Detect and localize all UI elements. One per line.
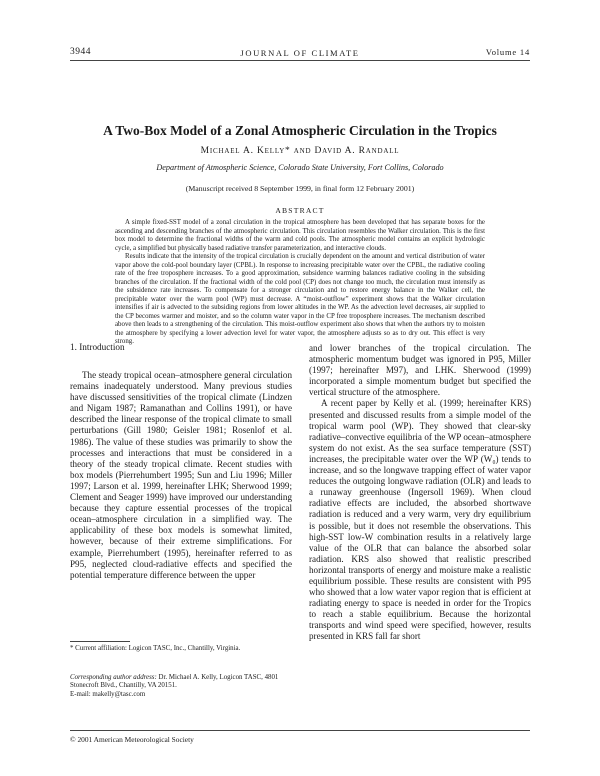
header-rule [70, 60, 530, 61]
affiliation: Department of Atmospheric Science, Colorado State University, Fort Collins, Colorado [156, 163, 444, 172]
abstract [115, 219, 485, 347]
abstract-heading: ABSTRACT [275, 206, 325, 215]
footer-rule [70, 730, 530, 731]
journal-name: JOURNAL OF CLIMATE [240, 48, 360, 58]
copyright: © 2001 American Meteorological Society [70, 735, 194, 744]
footnote-affiliation: * Current affiliation: Logicon TASC, Inc., Chantilly, Virginia. [70, 645, 241, 652]
authors: Michael A. Kelly* and David A. Randall [200, 146, 400, 156]
abstract-paragraph: Results indicate that the intensity of the tropical circulation is crucially dependent on the amount and vertical distribution of water vapor above the cold-pool boundary layer (CPBL). In response to increasing precipitable water over the CPBL, the radiative cooling rate of the free troposphere increases. To a good approximation, subsidence warming balances radiative cooling in the subsiding branches of the circulation. If the fractional width of the cold pool (CP) does not change too much, the circulation must intensify as the subsidence rate increases. To compensate for a stronger circulation and to restore energy balance in the Walker cell, the precipitable water over the warm pool (WP) must decrease. A “moist-outflow” experiment shows that the Walker circulation intensifies if air is advected to the subsiding regions from lower altitudes in the WP. As the advection level decreases, air supplied to the CP becomes warmer and moister, and so the column water vapor in the CP free troposphere increases. The mechanism described above then leads to a strengthening of the circulation. This moist-outflow experiment also shows that when the authors try to moisten the atmosphere by specifying a lower advection level for water vapor, the atmosphere adjusts so as to dry out. This effect is very strong. [115, 253, 485, 345]
left-column [70, 370, 292, 581]
body-paragraph: A recent paper by Kelly et al. (1999; hereinafter KRS) presented and discussed results from a simple model of the tropical warm pool (WP). They showed that clear-sky radiative–convective equilibria of the WP ocean–atmosphere system do not exist. As the sea surface temperature (SST) increases, the precipitable water over the WP (W₀) tends to increase, and so the longwave trapping effect of water vapor reduces the outgoing longwave radiation (OLR) and leads to a runaway greenhouse (Ingersoll 1969). When cloud radiative effects are included, the absorbed shortwave radiation is reduced and a very warm, very dry equilibrium is possible, but it does not resemble the observations. This high-SST low-W combination results in a relatively large value of the OLR that can balance the absorbed solar radiation. KRS also showed that realistic prescribed horizontal transports of energy and moisture make a realistic equilibrium possible. These results are consistent with P95 who showed that a low water vapor region that is efficient at radiating energy to space is needed in order for the Tropics to reach a stable equilibrium. Because the horizontal transports and wind speed were specified, however, results presented in KRS fall far short [309, 398, 531, 642]
volume-label: Volume 14 [485, 47, 530, 57]
body-paragraph: The steady tropical ocean–atmosphere general circulation remains inadequately understood. Many previous studies have discussed sensitivities of the tropical climate (Lindzen and Nigam 1987; Ramanathan and Collins 1991), or have described the linear response of the tropical climate to small perturbations (Gill 1980; Geisler 1981; Rosenlof et al. 1986). The value of these studies was primarily to show the processes and interactions that must be considered in a theory of the steady tropical climate. Recent studies with box models (Pierrehumbert 1995; Sun and Liu 1996; Miller 1997; Larson et al. 1999, hereinafter LHK; Sherwood 1999; Clement and Seager 1999) have improved our understanding because they capture essential processes of the tropical ocean–atmosphere circulation in a simplified way. The applicability of these box models is somewhat limited, however, because of their extreme simplifications. For example, Pierrehumbert (1995), hereinafter referred to as P95, neglected cloud-radiative effects and specified the potential temperature difference between the upper [70, 370, 292, 580]
received-date: (Manuscript received 8 September 1999, in final form 12 February 2001) [185, 184, 415, 193]
section-heading: 1. Introduction [70, 342, 125, 352]
email: E-mail: makelly@tasc.com [70, 690, 146, 698]
body-paragraph: and lower branches of the tropical circulation. The atmospheric momentum budget was ignored in P95, Miller (1997; hereinafter M97), and LHK. Sherwood (1999) incorporated a simple momentum budget but specified the vertical structure of the atmosphere. [309, 343, 531, 398]
page-number: 3944 [70, 47, 91, 57]
abstract-paragraph: A simple fixed-SST model of a zonal circulation in the tropical atmosphere has been developed that has separate boxes for the ascending and descending branches of the atmospheric circulation. This circulation resembles the Walker circulation. This is the first box model to determine the fractional widths of the warm and cold pools. The atmospheric model contains an explicit hydrologic cycle, a simplified but physically based radiative transfer parameterization, and interactive clouds. [115, 219, 485, 252]
paper-title: A Two-Box Model of a Zonal Atmospheric Circulation in the Tropics [103, 123, 497, 138]
footnote-corresponding [70, 674, 292, 699]
corresponding-label: Corresponding author address: [70, 674, 157, 681]
corresponding-text: Dr. Michael A. Kelly, Logicon TASC, 4801 Stonecroft Blvd., Chantilly, VA 20151. [70, 674, 279, 690]
footnote-rule [70, 641, 130, 642]
right-column [309, 343, 531, 643]
